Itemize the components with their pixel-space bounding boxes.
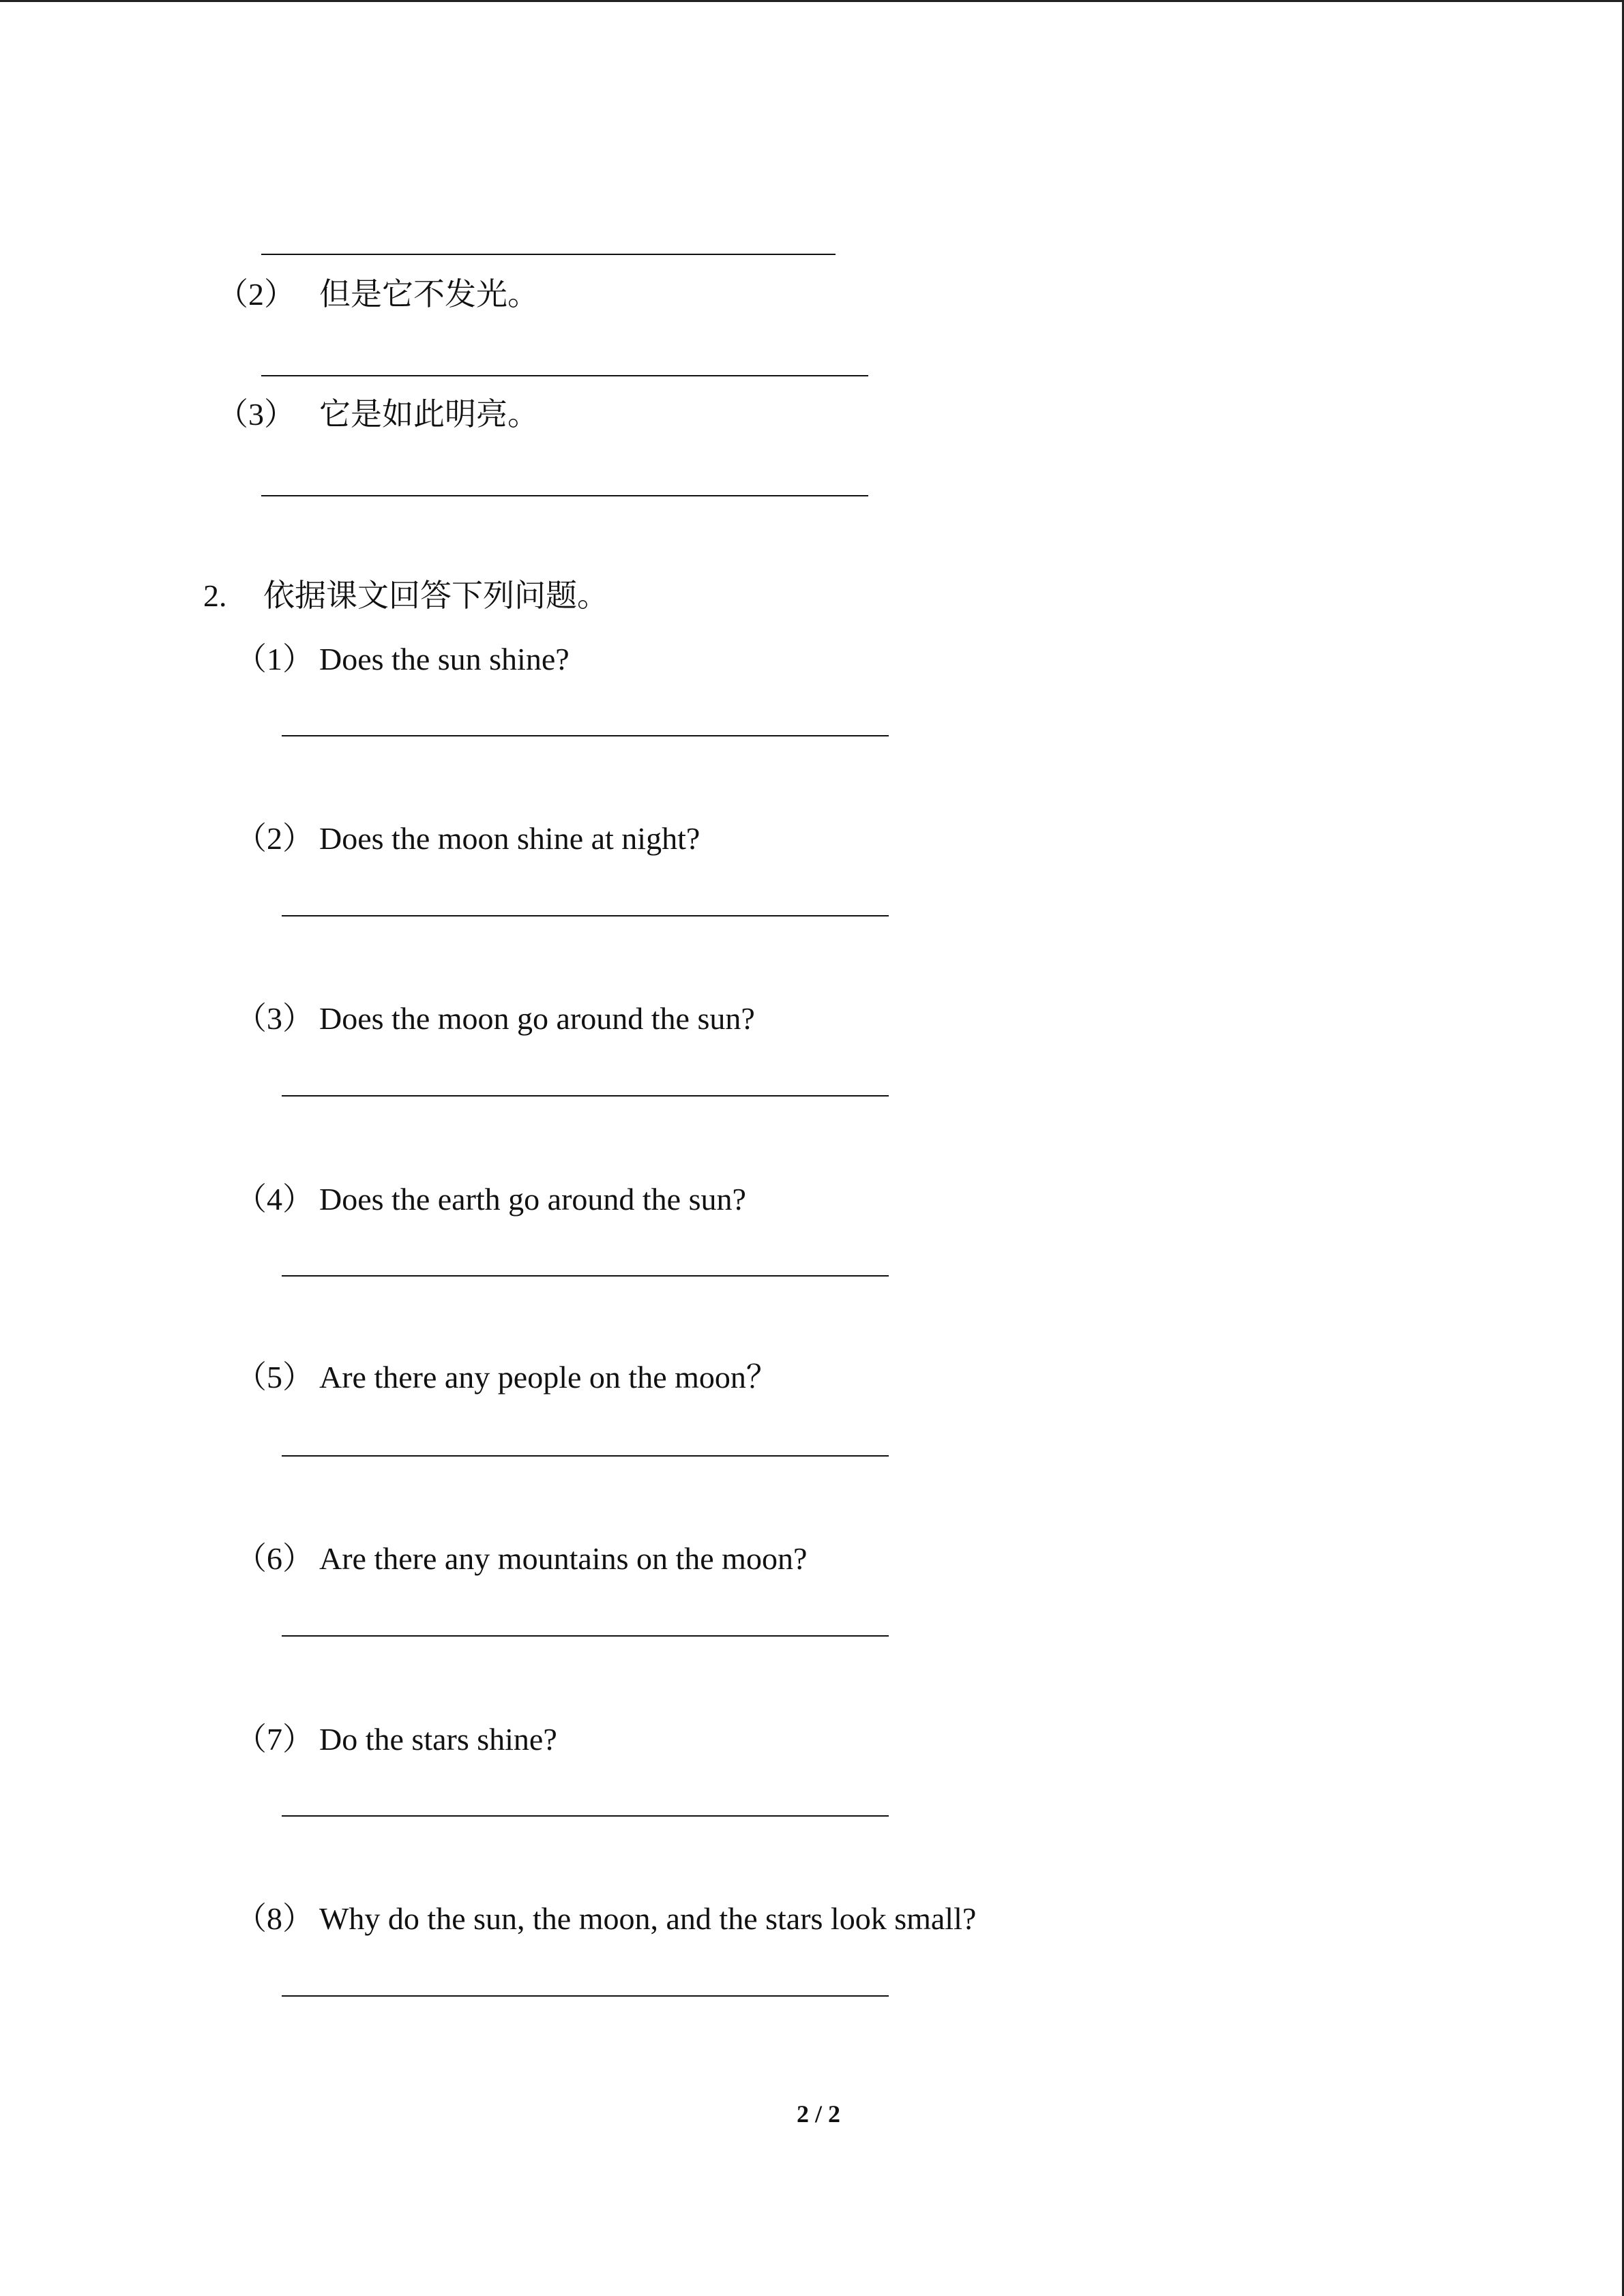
item-number: （3） — [217, 397, 295, 432]
item-text: 它是如此明亮。 — [319, 397, 539, 432]
question-text: Does the sun shine? — [319, 642, 570, 676]
answer-line[interactable] — [282, 915, 889, 916]
answer-line[interactable] — [282, 1455, 889, 1457]
question-text: Are there any mountains on the moon? — [319, 1541, 808, 1576]
answer-line[interactable] — [261, 254, 836, 255]
question-number: （5） — [235, 1360, 314, 1395]
answer-line[interactable] — [282, 1275, 889, 1277]
answer-line[interactable] — [282, 1815, 889, 1817]
section-number: 2. — [203, 578, 227, 613]
answer-line[interactable] — [261, 495, 868, 496]
answer-line[interactable] — [282, 1635, 889, 1637]
answer-line[interactable] — [282, 1995, 889, 1997]
question-text: Does the moon shine at night? — [319, 821, 700, 856]
question-number: （2） — [235, 821, 314, 856]
section-instruction: 依据课文回答下列问题。 — [263, 578, 608, 613]
question-number: （3） — [235, 1001, 314, 1036]
page-number: 2 / 2 — [796, 2100, 840, 2128]
question-number: （6） — [235, 1541, 314, 1576]
question-text: Does the earth go around the sun? — [319, 1182, 746, 1217]
question-text: Does the moon go around the sun? — [319, 1001, 755, 1036]
question-number: （8） — [235, 1901, 314, 1936]
answer-line[interactable] — [261, 375, 868, 376]
page-border-top — [0, 0, 1624, 2]
question-text: Are there any people on the moon？ — [319, 1360, 778, 1395]
question-number: （7） — [235, 1722, 314, 1757]
item-number: （2） — [217, 277, 295, 312]
answer-line[interactable] — [282, 1095, 889, 1097]
question-text: Why do the sun, the moon, and the stars look small? — [319, 1901, 977, 1936]
answer-line[interactable] — [282, 735, 889, 736]
question-text: Do the stars shine? — [319, 1722, 557, 1757]
item-text: 但是它不发光。 — [319, 277, 539, 312]
question-number: （1） — [235, 642, 314, 676]
question-number: （4） — [235, 1182, 314, 1217]
